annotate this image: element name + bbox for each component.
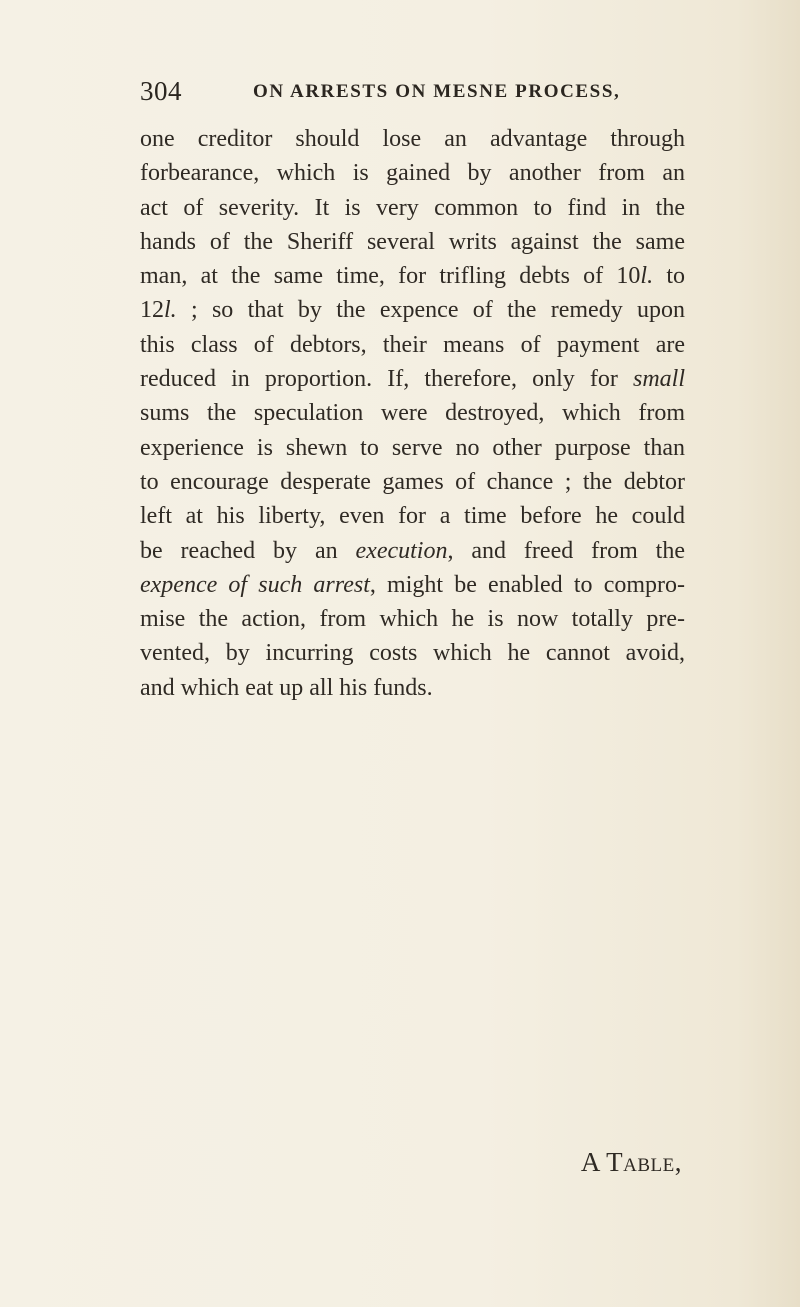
text-line — [140, 156, 685, 190]
text-run: to — [653, 263, 685, 290]
text-line — [140, 362, 685, 396]
text-run: and which eat up all his funds. — [140, 674, 433, 701]
text-line — [140, 636, 685, 670]
text-run: 12 — [140, 297, 164, 324]
page-number: 304 — [140, 76, 182, 106]
text-line — [140, 431, 685, 465]
text-run: sums the speculation were destroyed, which from — [140, 400, 685, 427]
text-run: act of severity. It is very common to find in the — [140, 194, 685, 221]
text-run: to encourage desperate games of chance ; the debtor — [140, 468, 685, 495]
italic-text: execution — [355, 537, 448, 564]
text-line — [140, 191, 685, 225]
body-paragraph — [140, 122, 685, 705]
text-run: mise the action, from which he is now totally pre- — [140, 606, 685, 633]
text-line — [140, 465, 685, 499]
text-run: ; so that by the expence of the remedy upon — [176, 297, 685, 324]
text-run: , might be enabled to compro- — [369, 571, 685, 598]
italic-text: expence of such arrest — [140, 571, 370, 598]
text-run: experience is shewn to serve no other purpose than — [140, 434, 685, 461]
italic-text: small — [632, 366, 685, 393]
text-run: reduced in proportion. If, therefore, only for — [140, 366, 633, 393]
text-line — [140, 225, 685, 259]
text-line — [140, 499, 685, 533]
page-header — [140, 76, 680, 110]
text-run: be reached by an — [140, 537, 356, 564]
text-run: , and freed from the — [447, 537, 685, 564]
text-run: one creditor should lose an advantage through — [140, 126, 685, 152]
italic-text: l. — [640, 263, 654, 290]
text-line — [140, 671, 685, 705]
text-run: man, at the same time, for trifling debts of 10 — [140, 263, 641, 290]
text-line — [140, 122, 685, 156]
text-run: vented, by incurring costs which he cannot avoid, — [140, 640, 685, 667]
text-run: hands of the Sheriff several writs against the same — [140, 228, 685, 255]
text-line — [140, 328, 685, 362]
text-line — [140, 534, 685, 568]
italic-text: l. — [164, 297, 177, 324]
text-run: this class of debtors, their means of payment are — [140, 331, 685, 358]
text-run: left at his liberty, even for a time before he could — [140, 503, 685, 530]
text-line — [140, 396, 685, 430]
running-head: ON ARRESTS ON MESNE PROCESS, — [253, 81, 621, 102]
text-line — [140, 259, 685, 293]
text-run: forbearance, which is gained by another from an — [140, 160, 685, 187]
text-line — [140, 602, 685, 636]
text-line — [140, 568, 685, 602]
catchword: A Table, — [580, 1147, 682, 1177]
text-line — [140, 293, 685, 327]
